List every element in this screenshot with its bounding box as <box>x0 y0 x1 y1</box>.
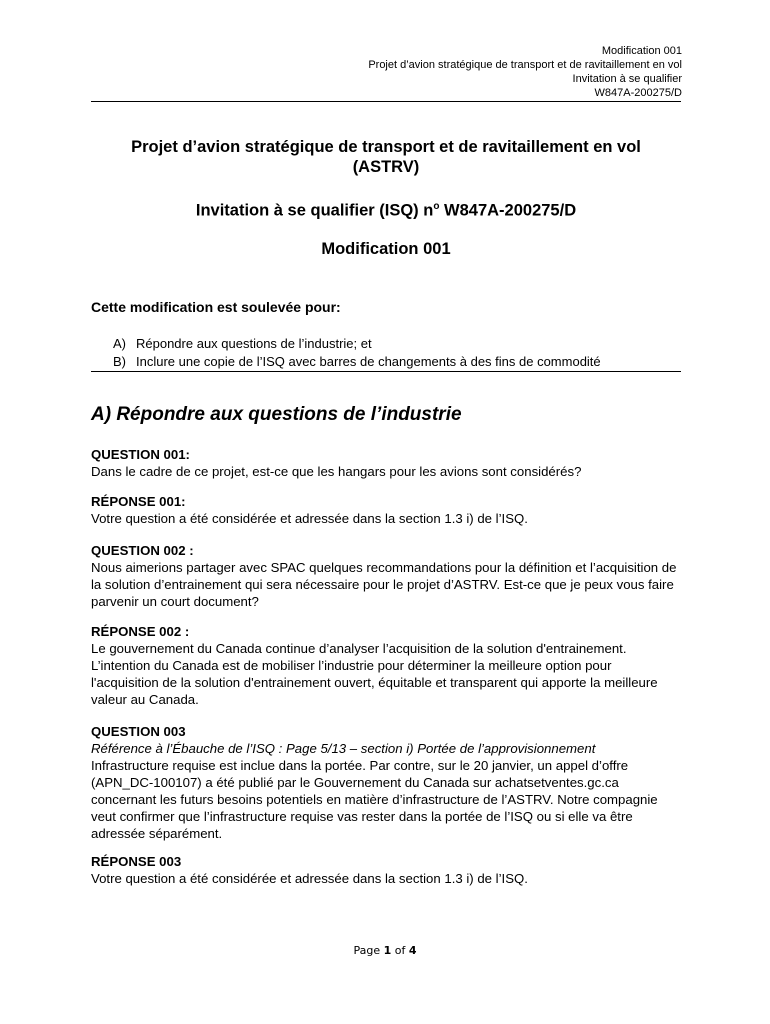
header-project: Projet d’avion stratégique de transport et de ravitaillement en vol <box>368 59 682 71</box>
page-word: Page <box>353 944 381 957</box>
question-text: Infrastructure requise est inclue dans la portée. Par contre, sur le 20 janvier, un appel d’offre (APN_DC-100107) a été publié par le Gouvernement du Canada sur achatsetventes.gc.ca concernant les futurs besoins potentiels en matière d’infrastructure de l’ASTRV. Notre compagnie veut confirmer que l’infrastructure requise vas rester dans la portée de l’ISQ ou si elle va être adressée séparément. <box>91 758 658 841</box>
list-marker: B) <box>113 354 126 369</box>
header-invitation: Invitation à se qualifier <box>572 73 682 85</box>
page-current: 1 <box>383 944 392 957</box>
of-word: of <box>394 944 406 957</box>
question-text: Nous aimerions partager avec SPAC quelques recommandations pour la définition et l’acquisition de la solution d’entrainement qui sera nécessaire pour le projet d’ASTRV. Est-ce que je peux vous faire parvenir un court document? <box>91 560 677 609</box>
header-modification: Modification 001 <box>601 45 682 57</box>
list-item <box>113 335 601 353</box>
list-item-text: Inclure une copie de l’ISQ avec barres de changements à des fins de commodité <box>136 354 601 369</box>
list-marker: A) <box>113 336 126 351</box>
answer-label: RÉPONSE 002 : <box>91 624 190 639</box>
question-003 <box>91 723 681 842</box>
question-label: QUESTION 002 : <box>91 543 194 558</box>
answer-label: RÉPONSE 003 <box>91 854 182 869</box>
question-002 <box>91 542 681 610</box>
answer-label: RÉPONSE 001: <box>91 494 186 509</box>
isq-title-number: W847A-200275/D <box>439 201 577 220</box>
intro-text: Cette modification est soulevée pour: <box>91 299 341 315</box>
question-text: Dans le cadre de ce projet, est-ce que les hangars pour les avions sont considérés? <box>91 464 582 479</box>
page-total: 4 <box>408 944 417 957</box>
header-reference: W847A-200275/D <box>594 87 682 99</box>
isq-title <box>91 197 681 221</box>
running-header <box>162 44 682 100</box>
question-label: QUESTION 003 <box>91 724 186 739</box>
list-divider <box>91 371 681 372</box>
answer-001 <box>91 493 681 527</box>
question-001 <box>91 446 681 480</box>
question-reference: Référence à l’Ébauche de l’ISQ : Page 5/13 – section i) Portée de l’approvisionnement <box>91 741 596 756</box>
list-item-text: Répondre aux questions de l’industrie; et <box>136 336 372 351</box>
modification-title: Modification 001 <box>321 240 451 258</box>
answer-003 <box>91 853 681 887</box>
page-footer <box>0 944 770 957</box>
answer-002 <box>91 623 681 708</box>
title-line-1: Projet d’avion stratégique de transport et de ravitaillement en vol <box>131 138 641 156</box>
purpose-list <box>113 335 601 371</box>
isq-title-superscript: o <box>433 201 440 212</box>
isq-title-prefix: Invitation à se qualifier (ISQ) n <box>195 201 434 220</box>
title-line-2: (ASTRV) <box>352 158 420 176</box>
answer-text: Le gouvernement du Canada continue d’analyser l’acquisition de la solution d'entrainement. L’intention du Canada est de mobiliser l’industrie pour déterminer la meilleure option pour l'acquisition de la solution d'entrainement ouvert, équitable et transparent qui apporte la meilleure valeur au Canada. <box>91 641 658 707</box>
answer-text: Votre question a été considérée et adressée dans la section 1.3 i) de l’ISQ. <box>91 511 528 526</box>
question-label: QUESTION 001: <box>91 447 190 462</box>
section-heading: A) Répondre aux questions de l’industrie <box>91 404 462 425</box>
list-item <box>113 353 601 371</box>
header-divider <box>91 101 681 102</box>
answer-text: Votre question a été considérée et adressée dans la section 1.3 i) de l’ISQ. <box>91 871 528 886</box>
document-title <box>91 137 681 177</box>
